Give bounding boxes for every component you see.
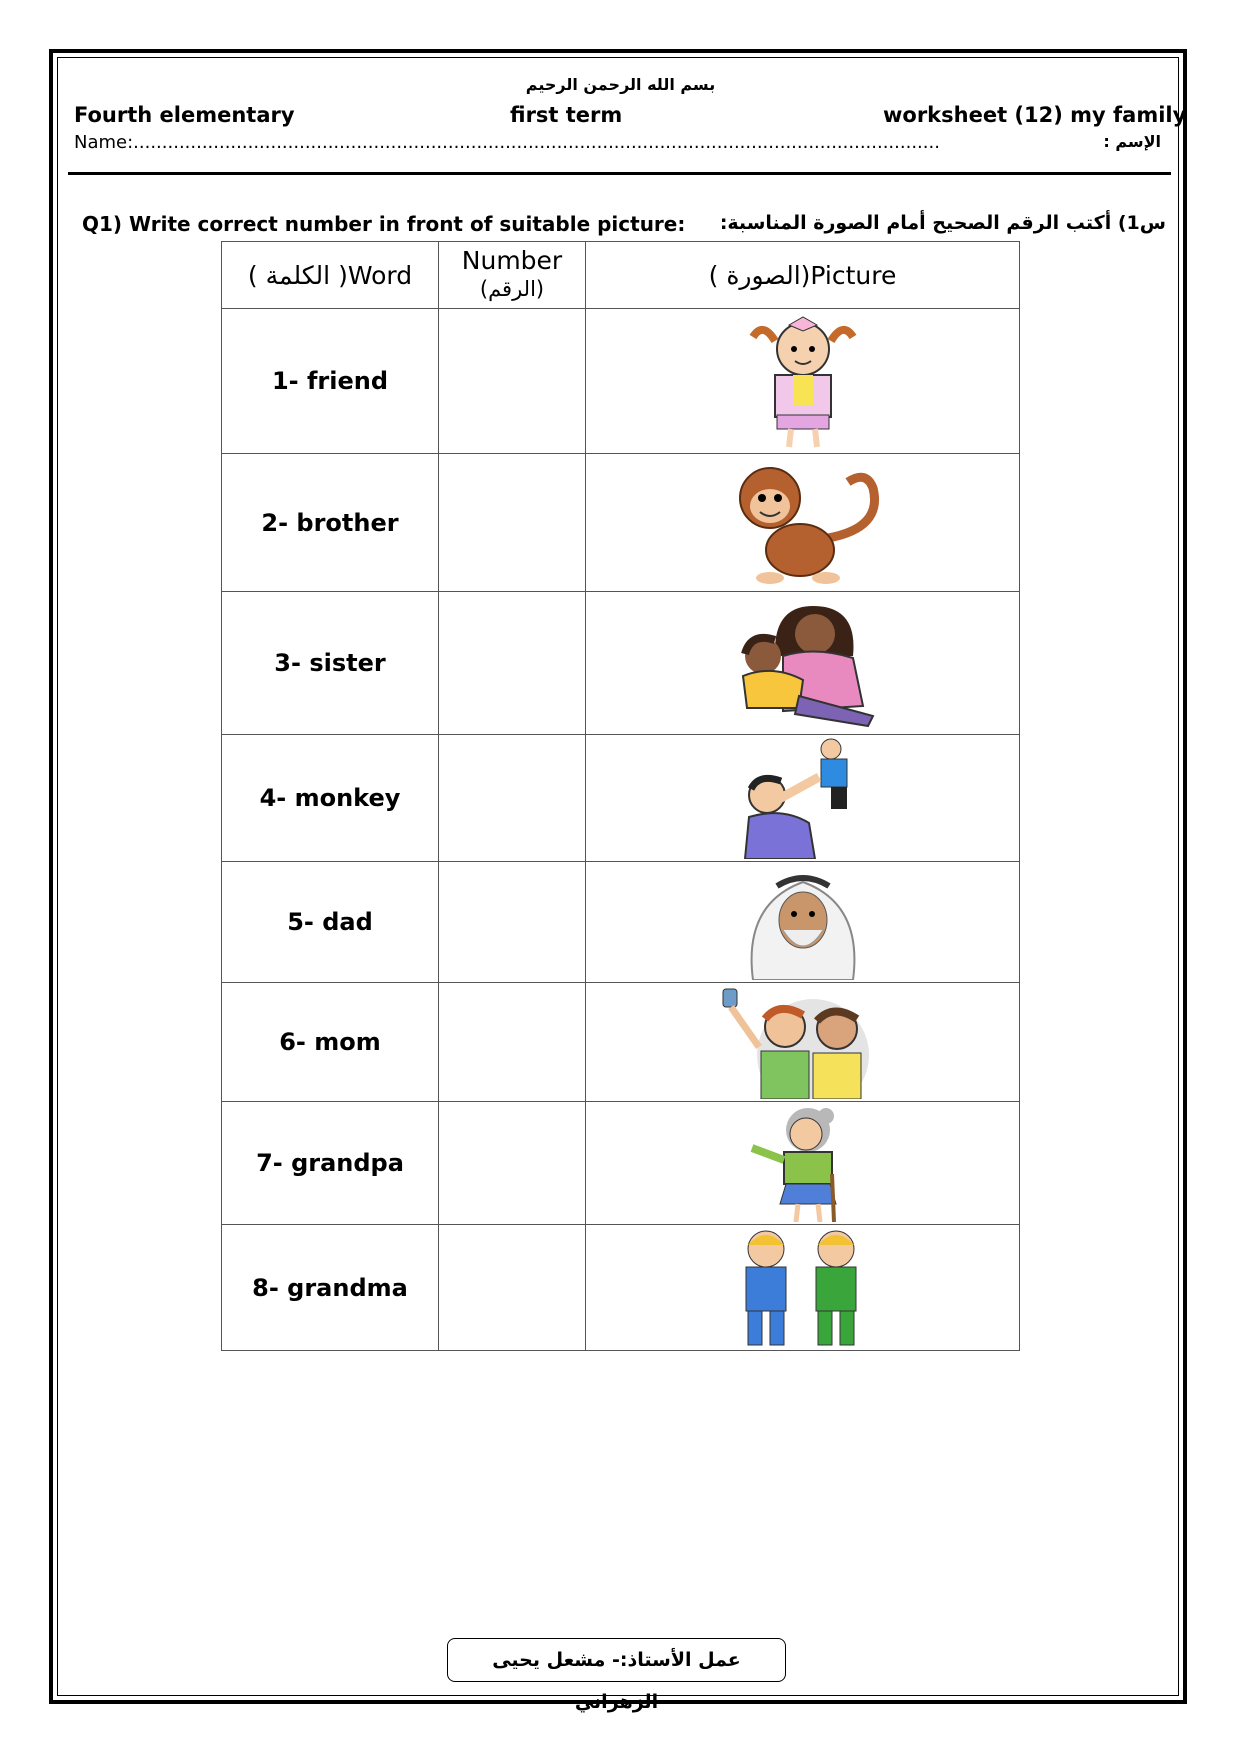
mother-hugging-child-icon (703, 596, 903, 731)
term-label: first term (510, 103, 623, 127)
table-row (222, 983, 1020, 1102)
table-row (222, 1225, 1020, 1351)
table-row (222, 309, 1020, 454)
table-header-row (222, 242, 1020, 309)
word-cell: 1- friend (222, 309, 439, 454)
header-number-ar: (الرقم) (479, 277, 545, 301)
grade-label: Fourth elementary (74, 103, 295, 127)
word-cell: 2- brother (222, 454, 439, 592)
picture-cell (586, 1225, 1020, 1351)
header-word: ( الكلمة )Word (222, 242, 439, 309)
number-answer-cell[interactable] (439, 735, 586, 862)
number-answer-cell[interactable] (439, 592, 586, 735)
word-cell: 4- monkey (222, 735, 439, 862)
number-answer-cell[interactable] (439, 1102, 586, 1225)
worksheet-title: worksheet (12) my family (883, 103, 1187, 127)
header-picture: ( الصورة)Picture (586, 242, 1020, 309)
table-row (222, 592, 1020, 735)
girl-icon (713, 311, 893, 451)
grandma-icon (728, 1104, 878, 1222)
header-number (439, 242, 586, 309)
number-answer-cell[interactable] (439, 983, 586, 1102)
table-row (222, 735, 1020, 862)
name-field[interactable]: Name:............................................................................................................................................. (74, 132, 940, 153)
number-answer-cell[interactable] (439, 1225, 586, 1351)
question-en: Q1) Write correct number in front of suitable picture: (82, 212, 686, 236)
picture-cell (586, 862, 1020, 983)
header-number-en: Number (461, 246, 563, 275)
number-answer-cell[interactable] (439, 309, 586, 454)
word-cell: 6- mom (222, 983, 439, 1102)
picture-cell (586, 309, 1020, 454)
picture-cell (586, 592, 1020, 735)
header-divider (68, 172, 1171, 175)
name-label-ar: الإسم : (1103, 132, 1161, 151)
question-ar: س1) أكتب الرقم الصحيح أمام الصورة المناسبة: (719, 212, 1166, 234)
picture-cell (586, 983, 1020, 1102)
table-row (222, 862, 1020, 983)
matching-table (221, 241, 1020, 1351)
picture-cell (586, 735, 1020, 862)
teacher-signature-box: عمل الأستاذ:- مشعل يحيى الزهراني (447, 1638, 786, 1682)
word-cell: 7- grandpa (222, 1102, 439, 1225)
grandpa-icon (733, 864, 873, 980)
picture-cell (586, 454, 1020, 592)
number-answer-cell[interactable] (439, 454, 586, 592)
friends-selfie-icon (713, 985, 893, 1099)
word-cell: 3- sister (222, 592, 439, 735)
number-answer-cell[interactable] (439, 862, 586, 983)
table-row (222, 1102, 1020, 1225)
word-cell: 5- dad (222, 862, 439, 983)
table-row (222, 454, 1020, 592)
basmala: بسم الله الرحمن الرحيم (525, 75, 716, 94)
monkey-icon (708, 458, 898, 588)
dad-lifting-child-icon (723, 737, 883, 859)
word-cell: 8- grandma (222, 1225, 439, 1351)
picture-cell (586, 1102, 1020, 1225)
brothers-icon (718, 1227, 888, 1349)
